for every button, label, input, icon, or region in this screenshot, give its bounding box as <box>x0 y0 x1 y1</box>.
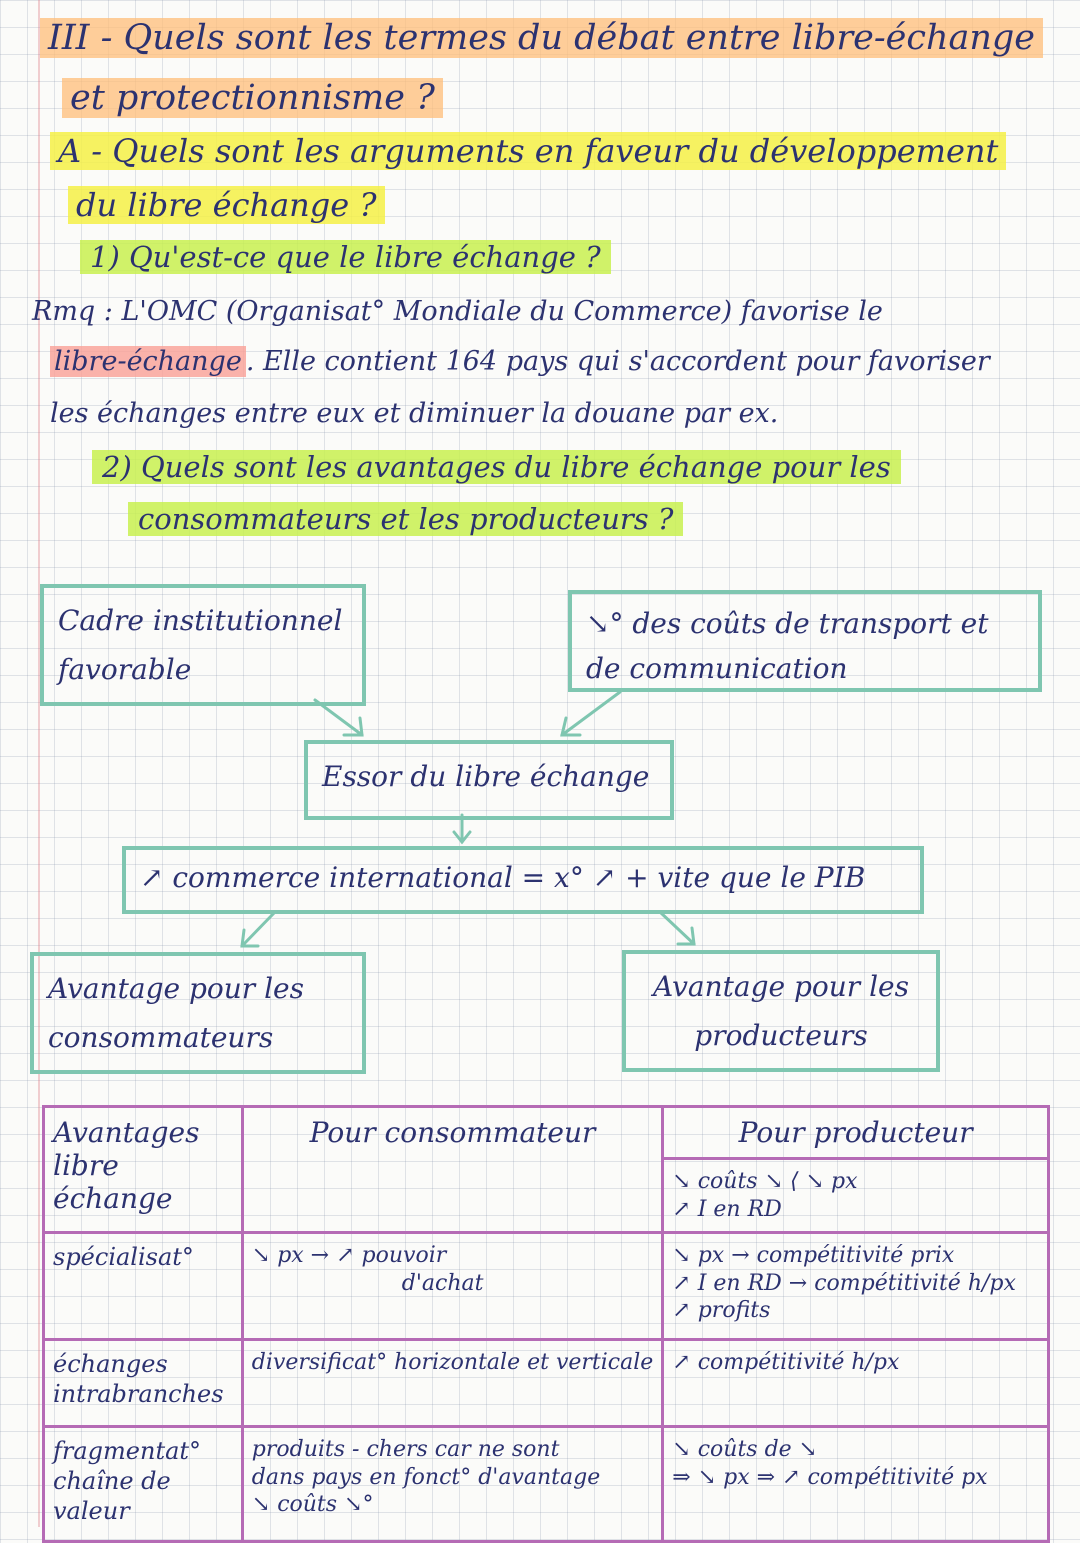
box-transport-costs: ↘° des coûts de transport et de communication <box>568 590 1042 692</box>
remark-highlight: libre-échange <box>50 346 246 377</box>
table-row-label: fragmentat° chaîne de valeur <box>44 1427 243 1542</box>
cell-line: ↗ I en RD <box>672 1196 782 1222</box>
cell-line: ↘ coûts de ↘ <box>672 1437 818 1462</box>
cell-line: ↘ coûts ↘ ⟨ ↘ px <box>672 1169 858 1194</box>
remark-line-1: Rmq : L'OMC (Organisat° Mondiale du Commerce) favorise le <box>32 296 883 327</box>
table-cell-producer <box>663 1340 1049 1427</box>
box-free-trade-growth: Essor du libre échange <box>304 740 674 820</box>
table-header-consumer: Pour consommateur <box>242 1107 663 1233</box>
table-header-producer: Pour producteur <box>663 1107 1049 1159</box>
cell-line: d'achat <box>401 1270 484 1296</box>
table-cell-consumer <box>242 1427 663 1542</box>
title-text-1: III - Quels sont les termes du débat entre libre-échange <box>40 18 1043 58</box>
arrow-institutional-to-essor <box>315 700 362 735</box>
table-cell-producer <box>663 1427 1049 1542</box>
table-row <box>44 1340 1049 1427</box>
cell-line: ⇒ ↘ px ⇒ ↗ compétitivité px <box>672 1464 988 1490</box>
table-row-label: échanges intrabranches <box>44 1340 243 1427</box>
cell-line: ↗ I en RD → compétitivité h/px <box>672 1270 1016 1296</box>
question-1-text: 1) Qu'est-ce que le libre échange ? <box>80 240 611 274</box>
box-consumer-advantage: Avantage pour les consommateurs <box>30 952 366 1074</box>
section-a-text-2: du libre échange ? <box>68 186 385 224</box>
table-header-advantages: Avantages libre échange <box>44 1107 243 1233</box>
table-cell-consumer <box>242 1340 663 1427</box>
remark-line-3: les échanges entre eux et diminuer la douane par ex. <box>50 398 779 429</box>
table-row <box>44 1427 1049 1542</box>
section-a-text-1: A - Quels sont les arguments en faveur du développement <box>50 132 1006 170</box>
table-cell-producer <box>663 1159 1049 1233</box>
cell-line: ↗ compétitivité h/px <box>672 1350 900 1375</box>
table-row-label: spécialisat° <box>44 1233 243 1340</box>
arrow-costs-to-essor <box>562 692 620 735</box>
box-producer-advantage: Avantage pour les producteurs <box>622 950 940 1072</box>
box-international-trade: ↗ commerce international = x° ↗ + vite que le PIB <box>122 846 924 914</box>
cell-line: diversificat° horizontale et verticale <box>251 1350 654 1375</box>
cell-line: dans pays en fonct° d'avantage <box>251 1464 601 1490</box>
table-cell-producer <box>663 1233 1049 1340</box>
advantages-table <box>42 1105 1050 1543</box>
table-row <box>44 1233 1049 1340</box>
arrow-commerce-to-consumers <box>242 912 275 946</box>
cell-line: produits - chers car ne sont <box>251 1437 560 1462</box>
table-cell-consumer <box>242 1233 663 1340</box>
question-2-text-2: consommateurs et les producteurs ? <box>128 502 683 536</box>
question-2-text-1: 2) Quels sont les avantages du libre échange pour les <box>92 450 901 484</box>
title-text-2: et protectionnisme ? <box>62 78 443 118</box>
table-header-row <box>44 1107 1049 1159</box>
cell-line: ↘ px → compétitivité prix <box>672 1243 955 1268</box>
cell-line: ↗ profits <box>672 1298 771 1323</box>
arrow-commerce-to-producers <box>660 912 694 944</box>
remark-line-2-rest: . Elle contient 164 pays qui s'accordent pour favoriser <box>245 346 990 377</box>
cell-line: ↘ px → ↗ pouvoir <box>251 1243 447 1268</box>
cell-line: ↘ coûts ↘° <box>251 1492 374 1517</box>
box-institutional-framework: Cadre institutionnel favorable <box>40 584 366 706</box>
